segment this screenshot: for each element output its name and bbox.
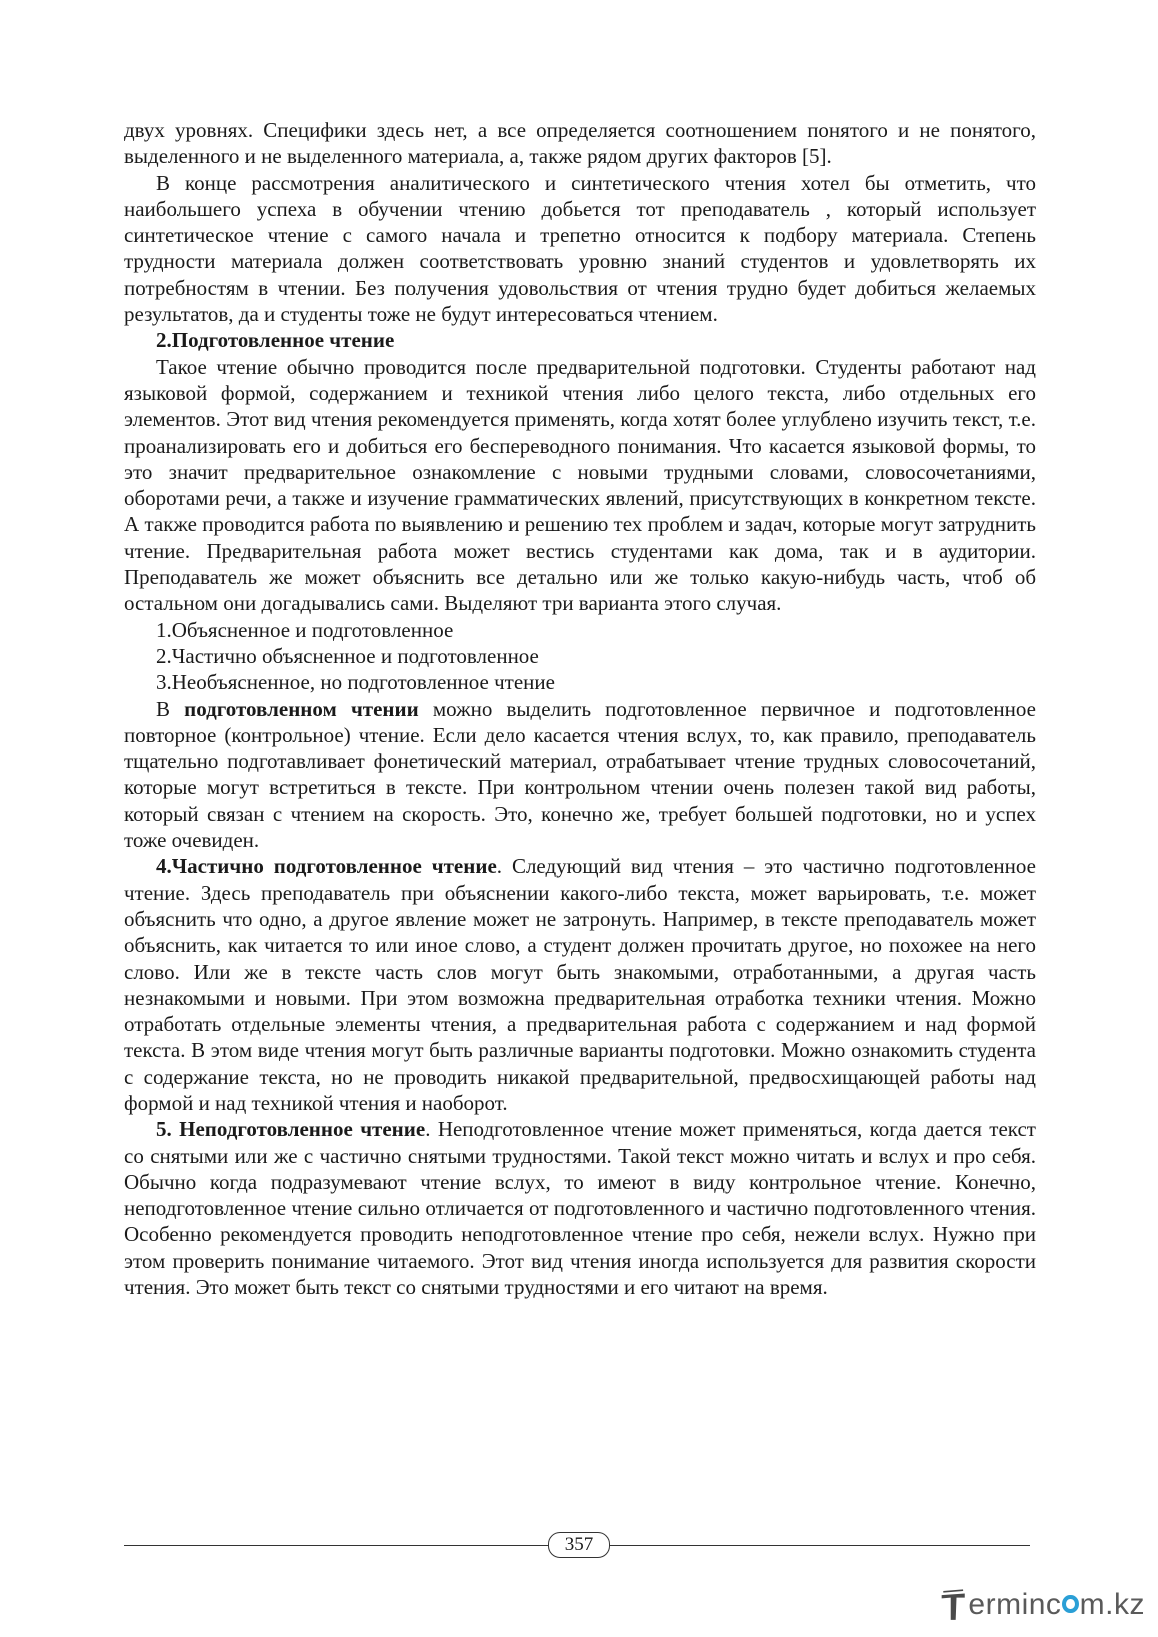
paragraph-3: Такое чтение обычно проводится после предварительной подготовки. Студенты работают над языковой формой, содержанием и техникой чтения либо целого текста, либо отдельных его элементов. Этот вид чтения рекомендуется применять, когда хотят более углублено изучить текст, т.е. проанализировать его и добиться его беспереводного понимания. Что касается языковой формы, то это значит предварительное ознакомление с новыми трудными словами, словосочетаниями, оборотами речи, а также и изучение грамматических явлений, присутствующих в конкретном тексте. А также проводится работа по выявлению и решению тех проблем и задач, которые могут затруднить чтение. Предварительная работа может вестись студентами как дома, так и в аудитории. Преподаватель же может объяснить все детально или же только какую-нибудь часть, чтоб об остальном они догадывались сами. Выделяют три варианта этого случая. — [124, 354, 1036, 616]
watermark-text-1: ermin — [968, 1588, 1046, 1621]
paragraph-5 — [124, 853, 1036, 1116]
paragraph-4-post: можно выделить подготовленное первичное и подготовленное повторное (контрольное) чтение. Если дело касается чтения вслух, то, как правило, преподаватель тщательно подготавливает фонетический материал, отрабатывает чтение трудных словосочетаний, которые могут встретиться в тексте. При контрольном чтении очень полезен такой вид работы, который связан с чтением на скорость. Это, конечно же, требует большей подготовки, но и успех тоже очевиден. — [124, 696, 1036, 853]
paragraph-6 — [124, 1116, 1036, 1300]
watermark-o-ring-icon — [1062, 1595, 1078, 1613]
footer-rule-right — [610, 1545, 1030, 1546]
section-heading-unprepared: 5. Неподготовленное чтение — [156, 1117, 426, 1142]
footer-rule-left — [124, 1545, 548, 1546]
paragraph-4 — [124, 696, 1036, 854]
list-item: 2.Частично объясненное и подготовленное — [156, 643, 539, 668]
paragraph-1: двух уровнях. Специфики здесь нет, а все определяется соотношением понятого и не понятого, выделенного и не выделенного материала, а, также рядом других факторов [5]. — [124, 118, 1036, 169]
paragraph-2: В конце рассмотрения аналитического и синтетического чтения хотел бы отметить, что наибольшего успеха в обучении чтению добьется тот преподаватель , который использует синтетическое чтение с самого начала и трепетно относится к подбору материала. Степень трудности материала должен соответствовать уровню знаний студентов и удовлетворять их потребностям в чтении. Без получения удовольствия от чтения трудно будет добиться желаемых результатов, да и студенты тоже не будут интересоваться чтением. — [124, 170, 1036, 327]
list-item: 1.Объясненное и подготовленное — [156, 617, 454, 642]
paragraph-6-text: . Неподготовленное чтение может применяться, когда дается текст со снятыми или же с частично снятыми трудностями. Такой текст можно читать и вслух и про себя. Обычно когда подразумевают чтение вслух, то имеют в виду контрольное чтение. Конечно, неподготовленное чтение сильно отличается от подготовленного и частично подготовленного чтения. Особенно рекомендуется проводить неподготовленное чтение про себя, нежели вслух. Нужно при этом проверить понимание читаемого. Этот вид чтения иногда используется для развития скорости чтения. Это может быть текст со снятыми трудностями и его читают на время. — [124, 1117, 1036, 1300]
termincom-t-logo-icon — [940, 1583, 966, 1627]
watermark-text-3: m.kz — [1079, 1588, 1145, 1621]
paragraph-4-pre: В — [156, 696, 185, 721]
section-heading-prepared-reading: 2.Подготовленное чтение — [156, 328, 395, 353]
page-number: 357 — [548, 1532, 610, 1558]
paragraph-4-bold: подготовленном чтении — [184, 696, 419, 721]
section-heading-partly-prepared: 4.Частично подготовленное чтение — [156, 854, 497, 879]
site-watermark — [940, 1583, 1145, 1627]
watermark-text-2: c — [1045, 1588, 1062, 1621]
page-body — [124, 117, 1036, 1300]
list-item: 3.Необъясненное, но подготовленное чтение — [156, 670, 555, 695]
paragraph-5-text: . Следующий вид чтения – это частично подготовленное чтение. Здесь преподаватель при объяснении какого-либо текста, может варьировать, т.е. может объяснить что одно, а другое явление может не затронуть. Например, в тексте преподаватель может объяснить, как читается то или иное слово, а студент должен прочитать другое, но похожее на него слово. Или же в тексте часть слов могут быть знакомыми, отработанными, а другая часть незнакомыми и новыми. При этом возможна предварительная отработка техники чтения. Можно отработать отдельные элементы чтения, а предварительная работа с содержанием и над формой текста. В этом виде чтения могут быть различные варианты подготовки. Можно ознакомить студента с содержание текста, но не проводить никакой предварительной, предвосхищающей работы над формой и над техникой чтения и наоборот. — [124, 854, 1036, 1115]
